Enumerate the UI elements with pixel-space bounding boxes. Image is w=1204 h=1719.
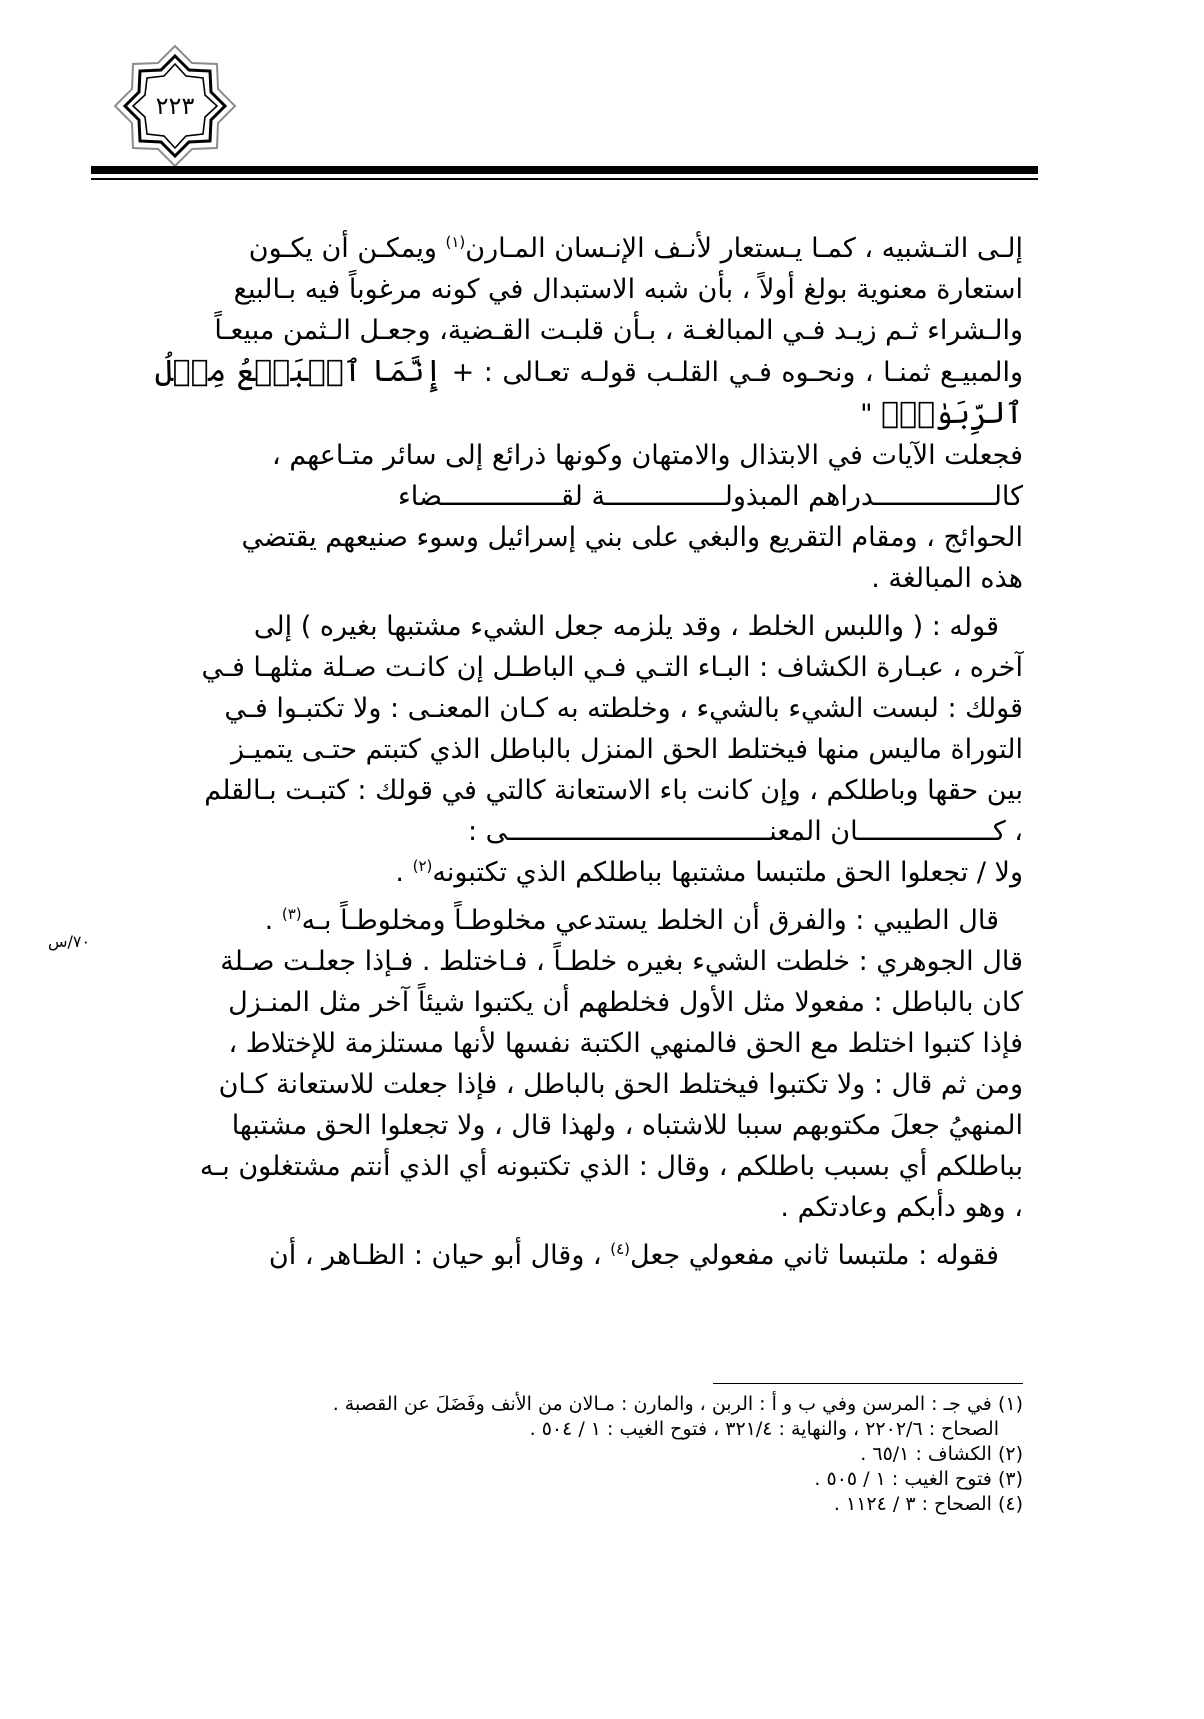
text-line: قال الجوهري : خلطت الشيء بغيره خلطـاً ، فـاختلط . فـإذا جعلـت صـلة [220,946,1023,977]
text-line: قولك : لبست الشيء بالشيء ، وخلطته به كـان المعنـى : ولا تكتبـوا فـي [224,693,1023,724]
text-line: ولا / تجعلوا الحق ملتبسا مشتبها بباطلكم الذي تكتبونه$^{(٢)}$ . [395,857,1023,888]
text-line: بباطلكم أي بسبب باطلكم ، وقال : الذي تكتبونه أي الذي أنتم مشتغلون بـه [199,1151,1023,1182]
quran-verse: إِنَّمَا ٱلۡبَيۡعُ مِثۡلُ ٱلرِّبَوٰاْۗ [155,354,1023,431]
footnote-text: الصحاح : ٣ / ١١٢٤ . [833,1493,992,1515]
footnote-text: الكشاف : ٦٥/١ . [860,1443,992,1465]
text-line: والمبيـع ثمنـا ، ونحـوه فـي القلـب قولـه تعـالى : + إِنَّمَا ٱلۡبَيۡعُ مِثۡلُ ٱلرِّبَوٰاْۗ " [155,354,1023,431]
text-line: بين حقها وباطلكم ، وإن كانت باء الاستعانة كالتي في قولك : كتبـت بـالقلم [204,775,1023,806]
page-number-badge [111,42,239,170]
page-number: ٢٢٣ [155,92,195,120]
text-line: فقوله : ملتبسا ثاني مفعولي جعل$^{(٤)}$ ، وقال أبو حيان : الظـاهر ، أن [268,1240,999,1271]
footnote-separator [713,1383,1023,1384]
text-line: هذه المبالغة . [871,563,1023,594]
footnote-2 [155,1442,1023,1467]
paragraph-1 [155,228,1023,599]
text-line: قوله : ( واللبس الخلط ، وقد يلزمه جعل الشيء مشتبها بغيره ) إلى [253,611,999,642]
footnote-ref: (٢) [412,857,433,875]
text-line: ، كـــــــــــــــــان المعنـــــــــــــــــــــــــــــــــى : [468,816,1023,847]
footnote-marker: (٤) [997,1493,1023,1515]
footnote-ref: (٣) [281,905,302,923]
header-rule-thin [91,178,1038,180]
text-line: الحوائج ، ومقام التقريع والبغي على بني إسرائيل وسوء صنيعهم يقتضي [241,522,1023,553]
footnote-marker: (١) [997,1393,1023,1415]
footnote-text: الصحاح : ٢٢٠٢/٦ ، والنهاية : ٣٢١/٤ ، فتوح الغيب : ١ / ٥٠٤ . [529,1418,999,1440]
footnote-marker: (٢) [997,1443,1023,1465]
footnote-ref: (١) [445,233,466,251]
paragraph-4 [155,1235,1023,1276]
paragraph-3 [155,900,1023,1228]
text-line: قال الطيبي : والفرق أن الخلط يستدعي مخلوطـاً ومخلوطـاً بـه$^{(٣)}$ . [264,905,999,936]
footnote-4 [155,1492,1023,1517]
text-line: التوراة ماليس منها فيختلط الحق المنزل بالباطل الذي كتبتم حتـى يتميـز [230,734,1023,765]
text-line: ومن ثم قال : ولا تكتبوا فيختلط الحق بالباطل ، فإذا جعلت للاستعانة كـان [218,1069,1023,1100]
text-line: إلـى التـشبيه ، كمـا يـستعار لأنـف الإنـسان المـارن$^{(١)}$ ويمكـن أن يكـون [248,233,1023,264]
text-line: آخره ، عبـارة الكشاف : البـاء التـي فـي الباطـل إن كانـت صـلة مثلهـا فـي [201,652,1023,683]
text-line: استعارة معنوية بولغ أولاً ، بأن شبه الاستبدال في كونه مرغوباً فيه بـالبيع [233,274,1023,305]
text-line: ، وهو دأبكم وعادتكم . [780,1192,1023,1223]
text-line: والـشراء ثـم زيـد فـي المبالغـة ، بـأن قلبـت القـضية، وجعـل الـثمن مبيعـاً [214,315,1023,346]
text-line: كان بالباطل : مفعولا مثل الأول فخلطهم أن يكتبوا شيئاً آخر مثل المنـزل [228,987,1023,1018]
header-rule-thick [91,166,1038,174]
text-line: فجعلت الآيات في الابتذال والامتهان وكونها ذرائع إلى سائر متـاعهم ، [272,440,1023,471]
margin-folio-note: ٧٠/س [48,932,91,951]
footnote-text: في جـ : المرسن وفي ب و أ : الربن ، والمارن : مـالان من الأنف وفَضَلَ عن القصبة . [332,1393,992,1415]
text-line: فإذا كتبوا اختلط مع الحق فالمنهي الكتبة نفسها لأنها مستلزمة للإختلاط ، [228,1028,1023,1059]
text-line: كالـــــــــــــــدراهم المبذولـــــــــــــــة لقـــــــــــــــضاء [398,481,1023,512]
body-text [155,228,1023,1283]
footnote-3 [155,1467,1023,1492]
paragraph-2 [155,606,1023,893]
text-line: المنهيُ جعلَ مكتوبهم سببا للاشتباه ، ولهذا قال ، ولا تجعلوا الحق مشتبها [231,1110,1023,1141]
footnotes [155,1392,1023,1517]
footnote-1-continued [155,1417,1023,1442]
footnote-1 [155,1392,1023,1417]
footnote-text: فتوح الغيب : ١ / ٥٠٥ . [814,1468,992,1490]
footnote-marker: (٣) [997,1468,1023,1490]
footnote-ref: (٤) [610,1240,631,1258]
